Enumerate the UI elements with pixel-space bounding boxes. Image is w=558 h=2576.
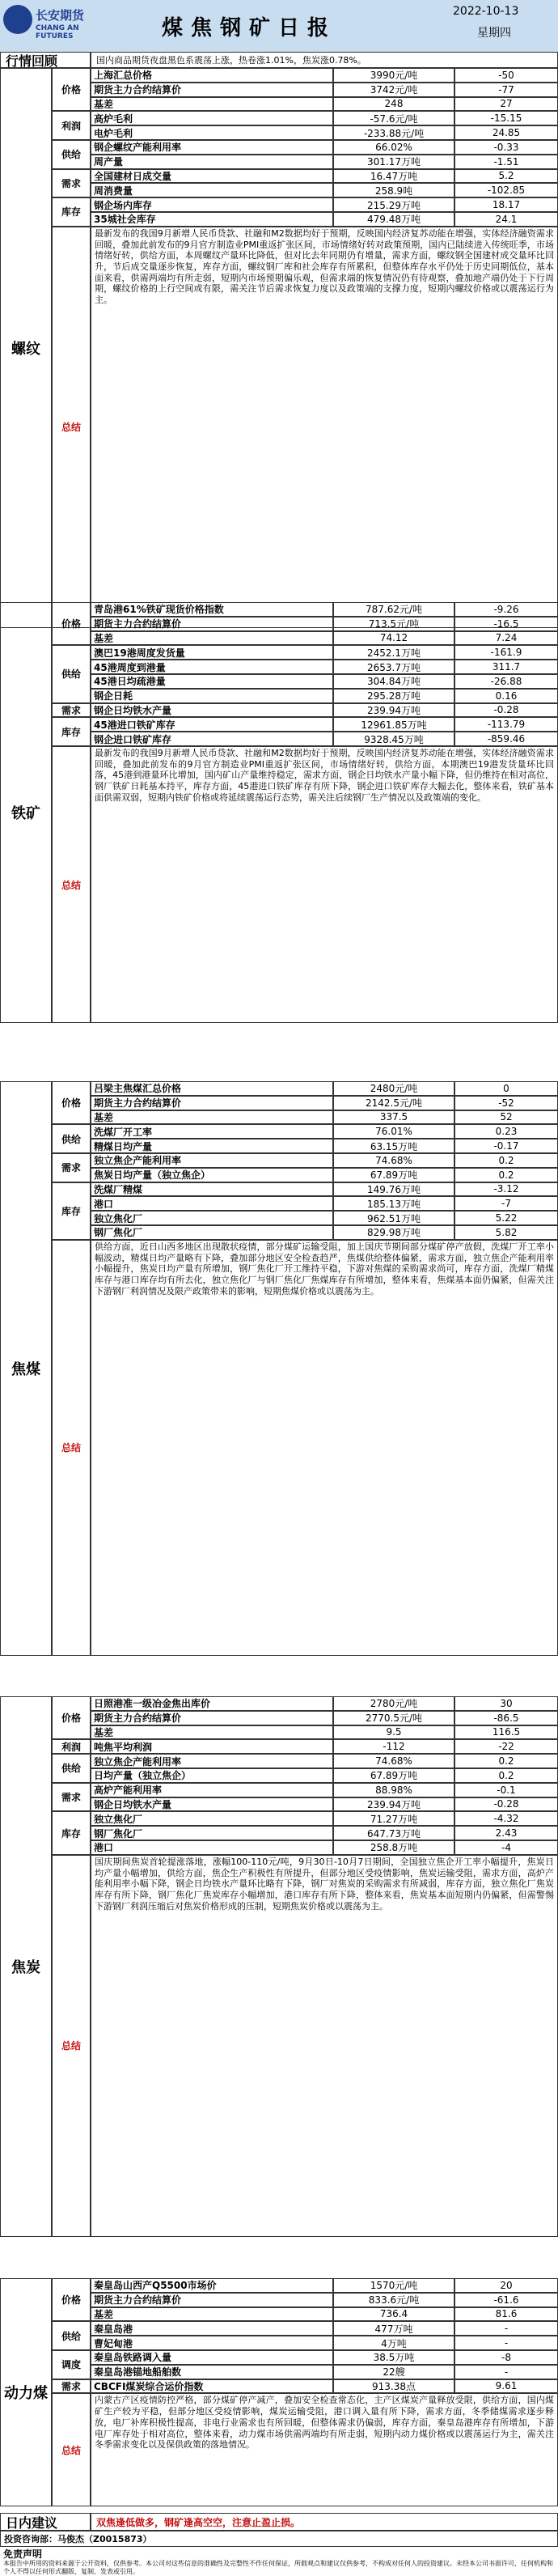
indicator-change: 27 — [454, 97, 558, 112]
analyst-line: 投资咨询部：马俊杰（Z0015873） — [0, 2531, 558, 2547]
indicator-change: 18.17 — [454, 197, 558, 212]
indicator-value: 479.48万吨 — [333, 212, 454, 227]
indicator-change: 9.61 — [454, 2379, 558, 2394]
group-label: 供给 — [52, 140, 91, 169]
indicator-label: 钢企进口铁矿库存 — [91, 732, 333, 746]
indicator-label: 35城社会库存 — [91, 212, 333, 227]
indicator-value: 337.5 — [333, 1110, 454, 1125]
indicator-label: 钢企螺纹产能利用率 — [91, 140, 333, 155]
group-label: 供给 — [52, 645, 91, 702]
indicator-value: 88.98% — [333, 1783, 454, 1797]
indicator-change: -4.32 — [454, 1811, 558, 1826]
indicator-value: 239.94万吨 — [333, 703, 454, 718]
indicator-value: 2480元/吨 — [333, 1081, 454, 1096]
indicator-change: 24.85 — [454, 125, 558, 140]
indicator-label: 钢厂焦化厂 — [91, 1826, 333, 1840]
indicator-label: 期货主力合约结算价 — [91, 1711, 333, 1725]
indicator-value: 3742元/吨 — [333, 83, 454, 97]
indicator-label: 吨焦平均利润 — [91, 1739, 333, 1754]
indicator-label: 钢企场内库存 — [91, 197, 333, 212]
indicator-value: 647.73万吨 — [333, 1826, 454, 1840]
indicator-value: 76.01% — [333, 1124, 454, 1139]
indicator-label: CBCFI煤炭综合运价指数 — [91, 2379, 333, 2394]
group-label: 价格 — [52, 2278, 91, 2321]
indicator-change: 20 — [454, 2278, 558, 2293]
indicator-change: 5.2 — [454, 169, 558, 184]
indicator-value: 736.4 — [333, 2307, 454, 2322]
group-label: 需求 — [52, 1783, 91, 1812]
summary-text: 最新发布的我国9月新增人民币贷款、社融和M2数据均好于预期，反映国内经济复苏动能在增强，实体经济融资需求回暖，叠加此前发布的9月官方制造业PMI重返扩张区间，市场情绪好转对政策预期，国内已陆续进入传统旺季，市场情绪好转，供给方面，本周螺纹产量环比降低，但对比去年同期仍有增量，需求方面，螺纹钢全国建材成交量环比回升，节后成交量逐步恢复，库存方面，螺纹钢厂库和社会库存有所累积，但整体库存水平仍处于历史同期低位，基本面来看，供需两端均有所走弱，短期内市场预期偏乐观，但需求端的恢复情况仍有待观察，叠加地产端仍处于下行周期，螺纹价格的上行空间或有限，需关注节后需求恢复力度以及政策端的支撑力度，短期内螺纹价格或以震荡运行为主。 — [91, 227, 558, 628]
indicator-value: -233.88元/吨 — [333, 125, 454, 140]
indicator-label: 基差 — [91, 1110, 333, 1125]
indicator-change: 30 — [454, 1696, 558, 1711]
indicator-label: 独立焦企产能利用率 — [91, 1153, 333, 1168]
group-label: 库存 — [52, 1811, 91, 1854]
indicator-value: 2142.5元/吨 — [333, 1096, 454, 1110]
indicator-value: 16.47万吨 — [333, 169, 454, 184]
indicator-value: 833.6元/吨 — [333, 2293, 454, 2307]
indicator-change: -77 — [454, 83, 558, 97]
report-weekday: 星期四 — [477, 27, 511, 40]
indicator-label: 吕梁主焦煤汇总价格 — [91, 1081, 333, 1096]
section-title: 动力煤 — [0, 2278, 52, 2506]
indicator-value: 248 — [333, 97, 454, 112]
indicator-value: 63.15万吨 — [333, 1139, 454, 1153]
indicator-label: 焦炭日均产量（独立焦企） — [91, 1168, 333, 1182]
indicator-change: -86.5 — [454, 1711, 558, 1725]
indicator-label: 钢企日均铁水产量 — [91, 1797, 333, 1812]
indicator-change: - — [454, 2336, 558, 2350]
summary-label: 总结 — [52, 746, 91, 1023]
indicator-change: 0.2 — [454, 1768, 558, 1783]
indicator-label: 45港周度到港量 — [91, 660, 333, 674]
group-label: 需求 — [52, 1153, 91, 1182]
indicator-change: 0.2 — [454, 1754, 558, 1768]
logo-mark-icon — [3, 5, 32, 34]
indicator-label: 日照港准一级冶金焦出库价 — [91, 1696, 333, 1711]
indicator-value: 295.28万吨 — [333, 689, 454, 703]
indicator-label: 独立焦化厂 — [91, 1811, 333, 1826]
indicator-label: 钢企日耗 — [91, 689, 333, 703]
group-label: 利润 — [52, 111, 91, 140]
indicator-label: 曹妃甸港 — [91, 2336, 333, 2350]
indicator-label: 洗煤厂精煤 — [91, 1182, 333, 1197]
group-label: 供给 — [52, 1754, 91, 1783]
indicator-value: -112 — [333, 1739, 454, 1754]
indicator-change: -4 — [454, 1840, 558, 1855]
indicator-label: 独立焦企产能利用率 — [91, 1754, 333, 1768]
group-label: 价格 — [52, 602, 91, 645]
indicator-value: 1570元/吨 — [333, 2278, 454, 2293]
indicator-value: 66.02% — [333, 140, 454, 155]
indicator-value: 74.68% — [333, 1754, 454, 1768]
indicator-change: -52 — [454, 1096, 558, 1110]
advice-title: 日内建议 — [0, 2513, 91, 2531]
section-title: 铁矿 — [0, 602, 52, 1023]
section-title: 焦炭 — [0, 1696, 52, 2237]
indicator-value: 67.89万吨 — [333, 1768, 454, 1783]
section-title: 螺纹 — [0, 68, 52, 628]
indicator-label: 高炉产能利用率 — [91, 1783, 333, 1797]
indicator-value: 2653.7万吨 — [333, 660, 454, 674]
indicator-label: 全国建材日成交量 — [91, 169, 333, 184]
indicator-change: - — [454, 2365, 558, 2379]
summary-label: 总结 — [52, 227, 91, 628]
indicator-value: 913.38点 — [333, 2379, 454, 2394]
indicator-value: 9328.45万吨 — [333, 732, 454, 746]
market-review-text: 国内商品期货夜盘黑色系震荡上涨，热卷涨1.01%，焦炭涨0.78%。 — [91, 52, 558, 68]
indicator-change: 0.2 — [454, 1153, 558, 1168]
disclaimer-title: 免责声明 — [3, 2548, 43, 2560]
indicator-change: -0.17 — [454, 1139, 558, 1153]
indicator-label: 期货主力合约结算价 — [91, 83, 333, 97]
indicator-value: 4万吨 — [333, 2336, 454, 2350]
indicator-change: 2.43 — [454, 1826, 558, 1840]
indicator-value: 962.51万吨 — [333, 1211, 454, 1225]
indicator-value: 258.9吨 — [333, 183, 454, 197]
indicator-change: -3.12 — [454, 1182, 558, 1197]
indicator-label: 秦皇岛港 — [91, 2321, 333, 2336]
group-label: 供给 — [52, 2321, 91, 2350]
indicator-change: 0.2 — [454, 1168, 558, 1182]
indicator-label: 精煤日均产量 — [91, 1139, 333, 1153]
indicator-value: 215.29万吨 — [333, 197, 454, 212]
indicator-label: 澳巴19港周度发货量 — [91, 645, 333, 660]
company-logo — [3, 3, 99, 49]
indicator-label: 期货主力合约结算价 — [91, 2293, 333, 2307]
group-label: 利润 — [52, 1739, 91, 1754]
indicator-change: 5.22 — [454, 1211, 558, 1225]
indicator-value: 2770.5元/吨 — [333, 1711, 454, 1725]
indicator-change: -16.5 — [454, 617, 558, 631]
indicator-change: 0.23 — [454, 1124, 558, 1139]
indicator-change: -22 — [454, 1739, 558, 1754]
indicator-change: -0.1 — [454, 1783, 558, 1797]
indicator-label: 钢企日均铁水产量 — [91, 703, 333, 718]
report-date: 2022-10-13 — [453, 5, 519, 18]
indicator-label: 基差 — [91, 97, 333, 112]
summary-text: 供给方面，近日山西多地区出现散状疫情，部分煤矿运输受阻，加上国庆节期间部分煤矿停产放假，洗煤厂开工率小幅波动，精煤日均产量略有下降，叠加部分地区安全检查趋严，焦煤供给整体偏紧，需求方面，独立焦企产能利用率小幅提升，焦炭日均产量有所增加，钢厂焦化厂开工维持平稳，下游对焦煤的采购需求尚可，库存方面，洗煤厂精煤库存与港口库存均有所去化，独立焦化厂与钢厂焦化厂焦煤库存有所增加，整体来看，焦煤基本面仍偏紧，但需关注下游钢厂利润情况及限产政策带来的影响，短期焦煤价格或以震荡为主。 — [91, 1240, 558, 1656]
indicator-change: -7 — [454, 1196, 558, 1211]
indicator-change: 5.82 — [454, 1225, 558, 1240]
indicator-value: 22艘 — [333, 2365, 454, 2379]
group-label: 库存 — [52, 1182, 91, 1240]
group-label: 需求 — [52, 2379, 91, 2394]
indicator-change: 7.24 — [454, 631, 558, 646]
summary-text: 国庆期间焦炭首轮提涨落地，涨幅100-110元/吨，9月30日-10月7日期间，全国独立焦企开工率小幅提升，焦炭日均产量小幅增加，供给方面，焦企生产积极性有所提升，但部分地区受疫情影响，焦炭运输受阻，需求方面，高炉产能利用率小幅下降，钢企日均铁水产量环比略有下降，钢厂对焦炭的采购需求有所减弱，库存方面，独立焦化厂焦炭库存有所下降，钢厂焦化厂焦炭库存小幅增加，港口库存有所下降，整体来看，焦炭基本面短期内仍偏紧，但需警惕下游钢厂利润压缩后对焦炭价格形成的压制，短期焦炭价格或以震荡为主。 — [91, 1855, 558, 2237]
indicator-change: -50 — [454, 68, 558, 83]
indicator-label: 高炉毛利 — [91, 111, 333, 125]
indicator-value: 301.17万吨 — [333, 155, 454, 169]
indicator-value: 12961.85万吨 — [333, 717, 454, 732]
indicator-value: 149.76万吨 — [333, 1182, 454, 1197]
indicator-label: 港口 — [91, 1196, 333, 1211]
indicator-change: -161.9 — [454, 645, 558, 660]
indicator-value: 713.5元/吨 — [333, 617, 454, 631]
indicator-value: 74.68% — [333, 1153, 454, 1168]
indicator-value: 9.5 — [333, 1725, 454, 1740]
section-title: 焦煤 — [0, 1081, 52, 1656]
indicator-value: 3990元/吨 — [333, 68, 454, 83]
group-label: 调度 — [52, 2350, 91, 2379]
indicator-value: 258.8万吨 — [333, 1840, 454, 1855]
advice-text: 双焦逢低做多，钢矿逢高空空，注意止盈止损。 — [91, 2513, 558, 2531]
market-review-title: 行情回顾 — [0, 52, 91, 68]
indicator-change: 0.16 — [454, 689, 558, 703]
indicator-change: 24.1 — [454, 212, 558, 227]
summary-label: 总结 — [52, 1240, 91, 1656]
group-label: 供给 — [52, 1124, 91, 1153]
indicator-change: - — [454, 2321, 558, 2336]
indicator-label: 周产量 — [91, 155, 333, 169]
indicator-label: 独立焦化厂 — [91, 1211, 333, 1225]
indicator-change: -859.46 — [454, 732, 558, 746]
logo-name-en: CHANG AN FUTURES — [36, 24, 79, 40]
indicator-value: 38.5万吨 — [333, 2350, 454, 2365]
indicator-change: 311.7 — [454, 660, 558, 674]
indicator-change: -8 — [454, 2350, 558, 2365]
indicator-change: -0.33 — [454, 140, 558, 155]
summary-text: 内蒙古产区疫情防控严格，部分煤矿停产减产，叠加安全检查常态化，主产区煤炭产量释放受限，供给方面，国内煤矿生产较为平稳，但部分地区受疫情影响，煤炭运输受阻，港口调入量有所下降，需求方面，冬季储煤需求逐步释放，电厂补库积极性提高，非电行业需求也有所回暖，但整体需求仍偏弱，库存方面，秦皇岛港库存有所增加，下游电厂库存处于相对高位，整体来看，动力煤市场供需两端均有所走弱，短期内动力煤价格或以震荡运行为主，需关注冬季需求变化以及保供政策的落地情况。 — [91, 2393, 558, 2506]
indicator-label: 上海汇总价格 — [91, 68, 333, 83]
report-title: 煤焦钢矿日报 — [162, 16, 337, 40]
group-label: 库存 — [52, 717, 91, 746]
indicator-change: -15.15 — [454, 111, 558, 125]
indicator-value: 2452.1万吨 — [333, 645, 454, 660]
indicator-label: 基差 — [91, 1725, 333, 1740]
group-label: 库存 — [52, 197, 91, 227]
indicator-value: 67.89万吨 — [333, 1168, 454, 1182]
summary-text: 最新发布的我国9月新增人民币贷款、社融和M2数据均好于预期，反映国内经济复苏动能在增强，实体经济融资需求回暖，叠加此前发布的9月官方制造业PMI重返扩张区间，市场情绪好转，供给方面，本期澳巴19港发货量环比回落，45港到港量环比增加，国内矿山产量维持稳定，需求方面，钢企日均铁水产量小幅下降，但仍维持在相对高位，钢厂铁矿日耗基本持平，库存方面，45港进口铁矿库存有所下降，钢企进口铁矿库存大幅去化，整体来看，铁矿基本面供需双弱，短期内铁矿价格或将延续震荡运行态势，需关注后续钢厂生产情况以及政策端的变化。 — [91, 746, 558, 1023]
indicator-change: -26.88 — [454, 674, 558, 689]
indicator-value: 239.94万吨 — [333, 1797, 454, 1812]
indicator-value: 2780元/吨 — [333, 1696, 454, 1711]
summary-label: 总结 — [52, 1855, 91, 2237]
indicator-value: 71.27万吨 — [333, 1811, 454, 1826]
indicator-label: 日均产量（独立焦企） — [91, 1768, 333, 1783]
group-label: 需求 — [52, 703, 91, 718]
group-label: 价格 — [52, 68, 91, 111]
indicator-label: 秦皇岛铁路调入量 — [91, 2350, 333, 2365]
group-label: 价格 — [52, 1081, 91, 1124]
indicator-change: -9.26 — [454, 602, 558, 617]
indicator-change: -0.28 — [454, 1797, 558, 1812]
indicator-label: 港口 — [91, 1840, 333, 1855]
indicator-label: 基差 — [91, 631, 333, 646]
indicator-label: 青岛港61%铁矿现货价格指数 — [91, 602, 333, 617]
group-label: 需求 — [52, 169, 91, 198]
summary-label: 总结 — [52, 2393, 91, 2506]
logo-name-cn: 长安期货 — [36, 8, 85, 23]
group-label: 价格 — [52, 1696, 91, 1739]
indicator-label: 洗煤厂开工率 — [91, 1124, 333, 1139]
indicator-change: -113.79 — [454, 717, 558, 732]
indicator-change: -102.85 — [454, 183, 558, 197]
indicator-label: 45港进口铁矿库存 — [91, 717, 333, 732]
report-header — [0, 0, 558, 52]
indicator-value: 185.13万吨 — [333, 1196, 454, 1211]
indicator-label: 期货主力合约结算价 — [91, 1096, 333, 1110]
indicator-change: -1.51 — [454, 155, 558, 169]
indicator-label: 秦皇岛山西产Q5500市场价 — [91, 2278, 333, 2293]
indicator-value: 787.62元/吨 — [333, 602, 454, 617]
indicator-label: 秦皇岛港锚地船舶数 — [91, 2365, 333, 2379]
indicator-label: 基差 — [91, 2307, 333, 2322]
indicator-label: 周消费量 — [91, 183, 333, 197]
indicator-value: 304.84万吨 — [333, 674, 454, 689]
indicator-change: -61.6 — [454, 2293, 558, 2307]
indicator-label: 钢厂焦化厂 — [91, 1225, 333, 1240]
indicator-value: -57.6元/吨 — [333, 111, 454, 125]
indicator-change: 81.6 — [454, 2307, 558, 2322]
indicator-label: 期货主力合约结算价 — [91, 617, 333, 631]
disclaimer-text: 本报告中所用的资料来源于公开资料，仅供参考。本公司对这些信息的准确性及完整性不作任何保证，所载观点和建议仅供参考，不构成对任何人的投资建议。未经本公司书面许可，任何机构和个人不得以任何形式翻版、复制、发表或引用。 — [3, 2560, 553, 2575]
indicator-change: -0.28 — [454, 703, 558, 718]
indicator-value: 74.12 — [333, 631, 454, 646]
indicator-label: 45港日均疏港量 — [91, 674, 333, 689]
indicator-label: 电炉毛利 — [91, 125, 333, 140]
indicator-change: 52 — [454, 1110, 558, 1125]
indicator-change: 116.5 — [454, 1725, 558, 1740]
indicator-change: 0 — [454, 1081, 558, 1096]
indicator-value: 829.98万吨 — [333, 1225, 454, 1240]
indicator-value: 477万吨 — [333, 2321, 454, 2336]
